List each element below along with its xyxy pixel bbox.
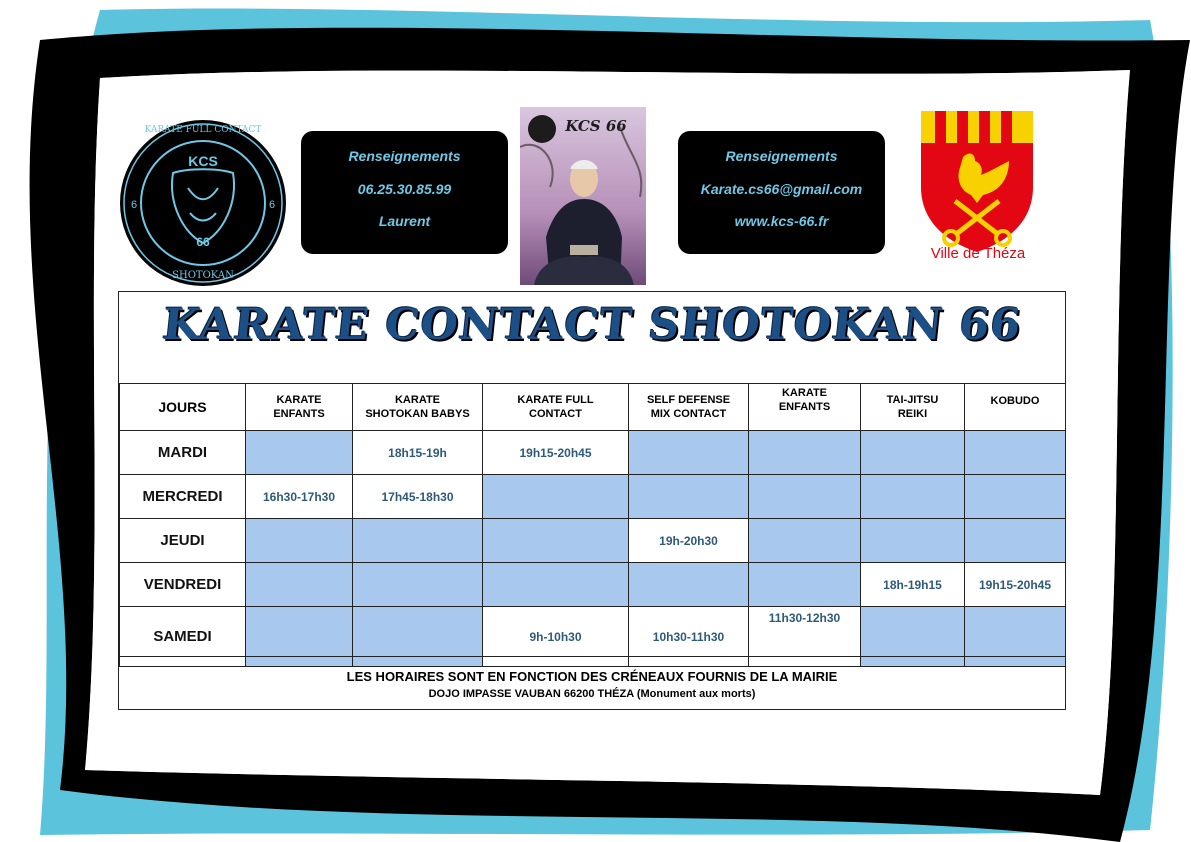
schedule-row bbox=[120, 563, 1066, 607]
empty-slot-cell bbox=[861, 431, 965, 475]
time-slot-cell: 17h45-18h30 bbox=[353, 475, 483, 519]
column-header-jours: JOURS bbox=[120, 384, 246, 431]
info-right-heading: Renseignements bbox=[725, 148, 838, 164]
empty-slot-cell bbox=[749, 519, 861, 563]
info-left-heading: Renseignements bbox=[348, 148, 461, 164]
day-label: VENDREDI bbox=[120, 563, 246, 607]
logo-ring-top: KARATE FULL CONTACT bbox=[144, 125, 262, 135]
column-header-line: KARATE bbox=[781, 387, 827, 399]
schedule-body bbox=[120, 431, 1066, 667]
schedule-row bbox=[120, 431, 1066, 475]
column-header-line: KARATE bbox=[276, 394, 322, 406]
info-phone[interactable]: 06.25.30.85.99 bbox=[357, 181, 452, 197]
column-header-line: ENFANTS bbox=[778, 401, 831, 413]
info-box-phone bbox=[301, 131, 508, 254]
column-header-line: CONTACT bbox=[529, 408, 582, 420]
footer-address: DOJO IMPASSE VAUBAN 66200 THÉZA (Monument aux morts) bbox=[428, 688, 756, 700]
schedule-table bbox=[119, 383, 1066, 667]
column-header bbox=[246, 384, 353, 431]
empty-slot-cell bbox=[483, 475, 629, 519]
info-contact-name: Laurent bbox=[378, 213, 431, 229]
column-header bbox=[965, 384, 1066, 431]
schedule-panel bbox=[118, 291, 1066, 710]
time-slot-cell: 19h15-20h45 bbox=[483, 431, 629, 475]
time-slot-cell: 19h-20h30 bbox=[629, 519, 749, 563]
logo-number: 66 bbox=[196, 235, 210, 249]
schedule-title: KARATE CONTACT SHOTOKAN 66 bbox=[160, 300, 1024, 350]
town-crest bbox=[917, 107, 1037, 267]
empty-slot-cell bbox=[965, 519, 1066, 563]
empty-slot-cell bbox=[353, 519, 483, 563]
time-slot-cell: 9h-10h30 bbox=[483, 607, 629, 667]
empty-slot-cell bbox=[246, 519, 353, 563]
empty-slot-cell bbox=[353, 563, 483, 607]
empty-slot-cell bbox=[246, 431, 353, 475]
column-header-line: KOBUDO bbox=[990, 395, 1040, 407]
empty-slot-cell bbox=[749, 475, 861, 519]
schedule-header-row bbox=[120, 384, 1066, 431]
logo-side-digit-right: 6 bbox=[268, 199, 276, 211]
column-header bbox=[629, 384, 749, 431]
column-header bbox=[353, 384, 483, 431]
schedule-footer bbox=[119, 656, 1065, 711]
town-name: Ville de Théza bbox=[930, 245, 1026, 262]
master-portrait bbox=[520, 107, 646, 285]
column-header-line: KARATE bbox=[394, 394, 440, 406]
column-header-line: ENFANTS bbox=[273, 408, 325, 420]
time-slot-cell: 19h15-20h45 bbox=[965, 563, 1066, 607]
time-slot-cell: 18h15-19h bbox=[353, 431, 483, 475]
empty-slot-cell bbox=[629, 431, 749, 475]
info-website-link[interactable]: www.kcs-66.fr bbox=[734, 213, 829, 229]
schedule-row bbox=[120, 519, 1066, 563]
empty-slot-cell bbox=[965, 431, 1066, 475]
empty-slot-cell bbox=[749, 563, 861, 607]
empty-slot-cell bbox=[629, 475, 749, 519]
empty-slot-cell bbox=[861, 519, 965, 563]
day-label: MERCREDI bbox=[120, 475, 246, 519]
empty-slot-cell bbox=[483, 563, 629, 607]
column-header-line: SELF DEFENSE bbox=[646, 394, 731, 406]
time-slot-cell: 18h-19h15 bbox=[861, 563, 965, 607]
empty-slot-cell bbox=[965, 475, 1066, 519]
time-slot-cell: 11h30-12h30 bbox=[749, 607, 861, 667]
empty-slot-cell bbox=[749, 431, 861, 475]
column-header-line: TAI-JITSU bbox=[886, 394, 939, 406]
photo-caption: KCS 66 bbox=[565, 117, 627, 135]
time-slot-cell: 16h30-17h30 bbox=[246, 475, 353, 519]
empty-slot-cell bbox=[483, 519, 629, 563]
column-header-line: SHOTOKAN BABYS bbox=[365, 408, 470, 420]
column-header-line: MIX CONTACT bbox=[650, 408, 727, 420]
logo-center-text: KCS bbox=[188, 153, 218, 169]
column-header-line: KARATE FULL bbox=[517, 394, 594, 406]
day-label: MARDI bbox=[120, 431, 246, 475]
day-label: JEUDI bbox=[120, 519, 246, 563]
empty-slot-cell bbox=[246, 563, 353, 607]
time-slot-cell: 10h30-11h30 bbox=[629, 607, 749, 667]
column-header-line: REIKI bbox=[897, 408, 928, 420]
info-email-link[interactable]: Karate.cs66@gmail.com bbox=[700, 181, 863, 197]
day-label: SAMEDI bbox=[120, 607, 246, 667]
column-header bbox=[483, 384, 629, 431]
info-box-email bbox=[678, 131, 885, 254]
schedule-row bbox=[120, 475, 1066, 519]
empty-slot-cell bbox=[861, 475, 965, 519]
column-header bbox=[749, 384, 861, 431]
logo-side-digit-left: 6 bbox=[130, 199, 138, 211]
kcs-logo bbox=[118, 118, 288, 288]
column-header bbox=[861, 384, 965, 431]
footer-notice: LES HORAIRES SONT EN FONCTION DES CRÉNEAUX FOURNIS DE LA MAIRIE bbox=[346, 669, 838, 684]
logo-ring-bottom: SHOTOKAN bbox=[172, 270, 234, 281]
empty-slot-cell bbox=[629, 563, 749, 607]
